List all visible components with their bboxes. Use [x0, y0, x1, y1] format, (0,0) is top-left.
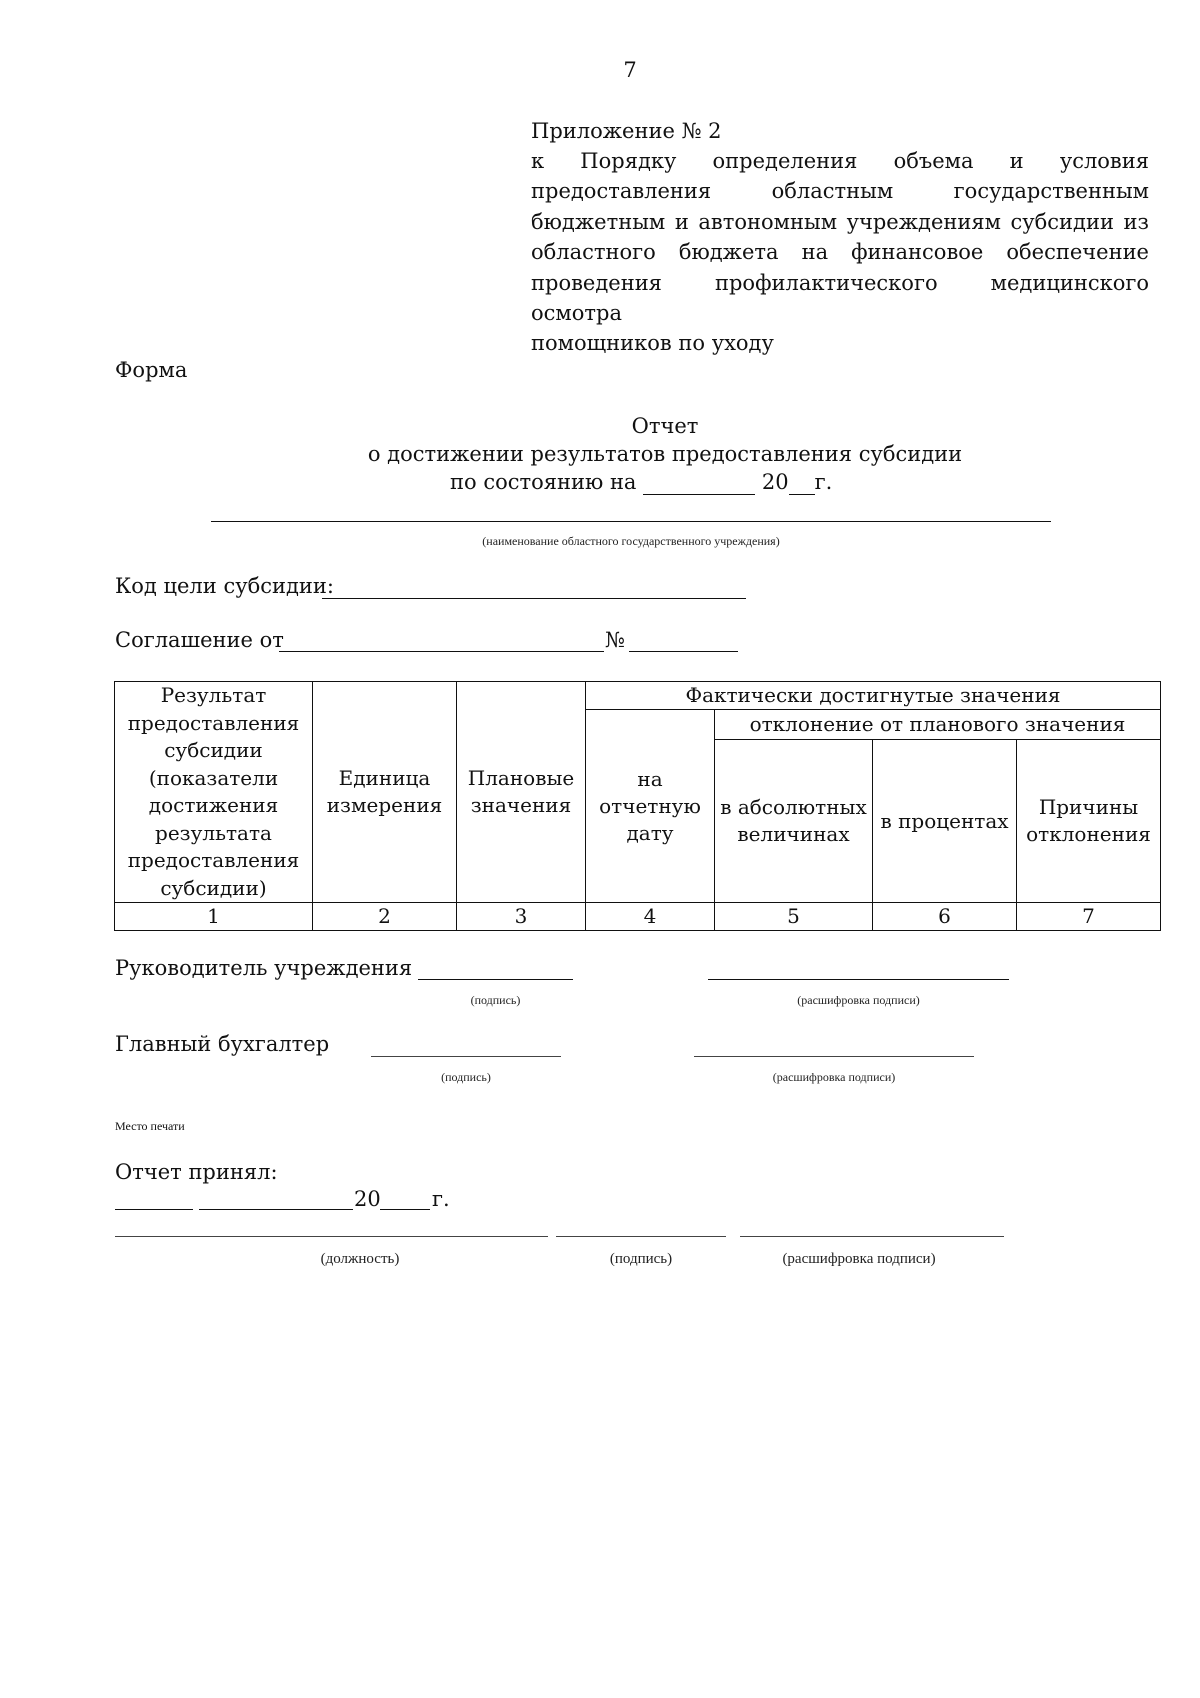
page-number: 7: [623, 58, 637, 82]
accepted-signature-line[interactable]: [556, 1236, 726, 1237]
header-reporting-date: на отчетную дату: [586, 710, 715, 903]
report-table: [114, 681, 1161, 931]
agreement-label: Соглашение от: [115, 628, 284, 652]
accepted-decode-line[interactable]: [740, 1236, 1004, 1237]
column-number: 6: [873, 903, 1017, 931]
accepted-label: Отчет принял:: [115, 1160, 278, 1184]
header-deviation: отклонение от планового значения: [715, 710, 1161, 740]
accountant-decode-caption: (расшифровка подписи): [772, 1070, 896, 1084]
appendix-description: [531, 146, 1149, 359]
subsidy-code-label: Код цели субсидии:: [115, 574, 334, 598]
seal-label: Место печати: [115, 1119, 185, 1133]
report-date-prefix: по состоянию на: [450, 470, 637, 494]
report-date-year-prefix: 20: [761, 470, 789, 494]
head-signature-line[interactable]: [418, 979, 573, 980]
appendix-line: проведения профилактического медицинского осмотра: [531, 270, 1149, 326]
column-number: 1: [115, 903, 313, 931]
header-percent: в процентах: [873, 740, 1017, 903]
accepted-year-prefix: 20: [354, 1187, 381, 1211]
header-actual-values: Фактически достигнутые значения: [586, 682, 1161, 710]
form-label: Форма: [115, 358, 188, 382]
report-year-blank[interactable]: [789, 470, 815, 495]
accountant-label: Главный бухгалтер: [115, 1032, 330, 1056]
accepted-year-line[interactable]: [380, 1209, 430, 1210]
subsidy-code-line[interactable]: [322, 598, 746, 599]
appendix-line: к Порядку определения объема и условия: [531, 149, 1149, 173]
accountant-signature-line[interactable]: [371, 1056, 561, 1057]
appendix-line: областного бюджета на финансовое обеспечение: [531, 240, 1149, 265]
header-absolute: в абсолютных величинах: [715, 740, 873, 903]
agreement-date-line[interactable]: [279, 651, 604, 652]
report-date-suffix: г.: [814, 470, 833, 494]
accepted-month-line[interactable]: [199, 1209, 353, 1210]
report-date-line: [450, 470, 832, 495]
accountant-signature-caption: (подпись): [441, 1070, 491, 1084]
column-number: 7: [1017, 903, 1161, 931]
head-signature-caption: (подпись): [470, 993, 521, 1007]
accepted-decode-caption: (расшифровка подписи): [782, 1251, 936, 1267]
accepted-year-suffix: г.: [432, 1187, 450, 1211]
accepted-signature-caption: (подпись): [609, 1251, 673, 1267]
column-number: 2: [313, 903, 457, 931]
head-decode-caption: (расшифровка подписи): [797, 993, 920, 1007]
appendix-title: Приложение № 2: [531, 119, 722, 143]
report-date-blank[interactable]: [643, 470, 755, 495]
header-unit: Единица измерения: [313, 682, 457, 903]
header-planned: Плановые значения: [457, 682, 586, 903]
header-result: Результат предоставления субсидии (показатели достижения результата предоставления субсидии): [115, 682, 313, 903]
header-reasons: Причины отклонения: [1017, 740, 1161, 903]
column-number: 3: [457, 903, 586, 931]
report-subtitle: о достижении результатов предоставления субсидии: [367, 442, 963, 466]
column-number: 4: [586, 903, 715, 931]
agreement-number-line[interactable]: [629, 651, 738, 652]
appendix-line: бюджетным и автономным учреждениям субсидии из: [531, 209, 1149, 234]
org-name-caption: (наименование областного государственного учреждения): [482, 534, 780, 548]
agreement-number-sign: №: [605, 628, 625, 652]
org-name-line[interactable]: [211, 521, 1051, 522]
accepted-position-caption: (должность): [320, 1251, 400, 1267]
appendix-line: предоставления областным государственным: [531, 179, 1149, 204]
accepted-position-line[interactable]: [115, 1236, 548, 1237]
head-label: Руководитель учреждения: [115, 956, 413, 980]
accountant-decode-line[interactable]: [694, 1056, 974, 1057]
accepted-day-line[interactable]: [115, 1209, 193, 1210]
appendix-line: помощников по уходу: [531, 331, 774, 356]
report-title: Отчет: [631, 414, 699, 438]
head-decode-line[interactable]: [708, 979, 1009, 980]
column-number: 5: [715, 903, 873, 931]
